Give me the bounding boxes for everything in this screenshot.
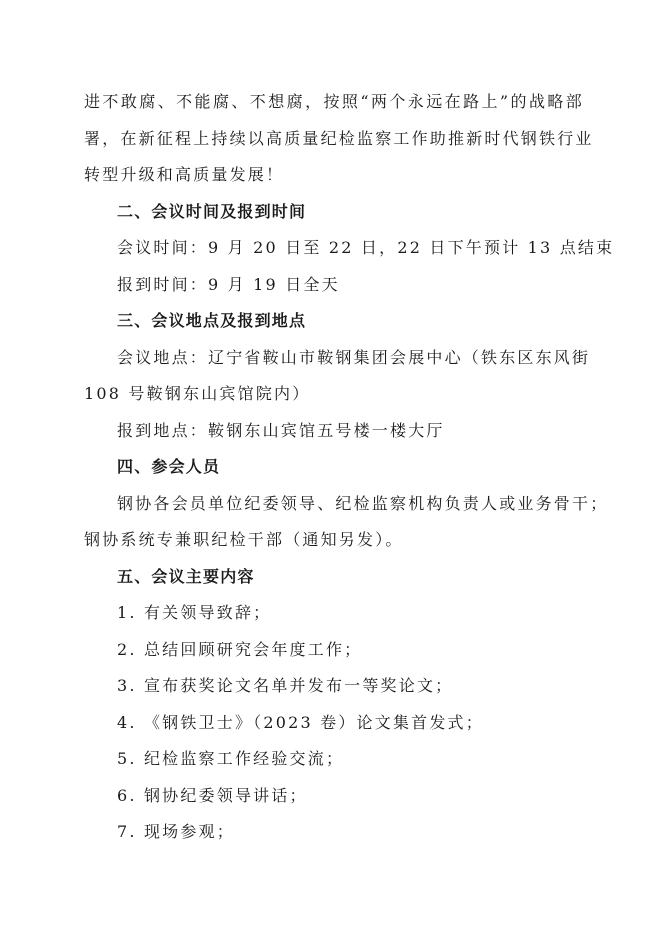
- venue-line-2: 108 号鞍钢东山宾馆院内）: [84, 384, 311, 403]
- agenda-item-3: 3. 宣布获奖论文名单并发布一等奖论文；: [117, 676, 454, 695]
- checkin-time: 报到时间：9 月 19 日全天: [117, 274, 340, 294]
- attendees-line-1: 钢协各会员单位纪委领导、纪检监察机构负责人或业务骨干；: [117, 493, 609, 513]
- agenda-item-4: 4. 《钢铁卫士》（2023 卷）论文集首发式；: [117, 712, 484, 732]
- agenda-item-5: 5. 纪检监察工作经验交流；: [117, 749, 345, 768]
- intro-line-2: 署，在新征程上持续以高质量纪检监察工作助推新时代钢铁行业: [84, 128, 594, 148]
- agenda-item-6: 6. 钢协纪委领导讲话；: [117, 785, 308, 805]
- meeting-time: 会议时间：9 月 20 日至 22 日，22 日下午预计 13 点结束: [117, 238, 615, 257]
- agenda-item-2: 2. 总结回顾研究会年度工作；: [117, 639, 363, 659]
- agenda-item-1: 1. 有关领导致辞；: [117, 603, 272, 622]
- section-3-heading: 三、会议地点及报到地点: [117, 311, 307, 330]
- section-5-heading: 五、会议主要内容: [117, 566, 255, 586]
- intro-line-3: 转型升级和高质量发展！: [84, 165, 285, 184]
- venue-line-1: 会议地点：辽宁省鞍山市鞍钢集团会展中心（铁东区东风街: [117, 347, 591, 367]
- section-2-heading: 二、会议时间及报到时间: [117, 201, 307, 221]
- attendees-line-2: 钢协系统专兼职纪检干部（通知另发）。: [84, 530, 404, 549]
- checkin-place: 报到地点：鞍钢东山宾馆五号楼一楼大厅: [117, 420, 445, 440]
- section-4-heading: 四、参会人员: [117, 457, 221, 476]
- agenda-item-7: 7. 现场参观；: [117, 822, 235, 841]
- intro-line-1: 进不敢腐、不能腐、不想腐，按照“两个永远在路上”的战略部: [84, 92, 584, 111]
- document-page: [84, 84, 615, 851]
